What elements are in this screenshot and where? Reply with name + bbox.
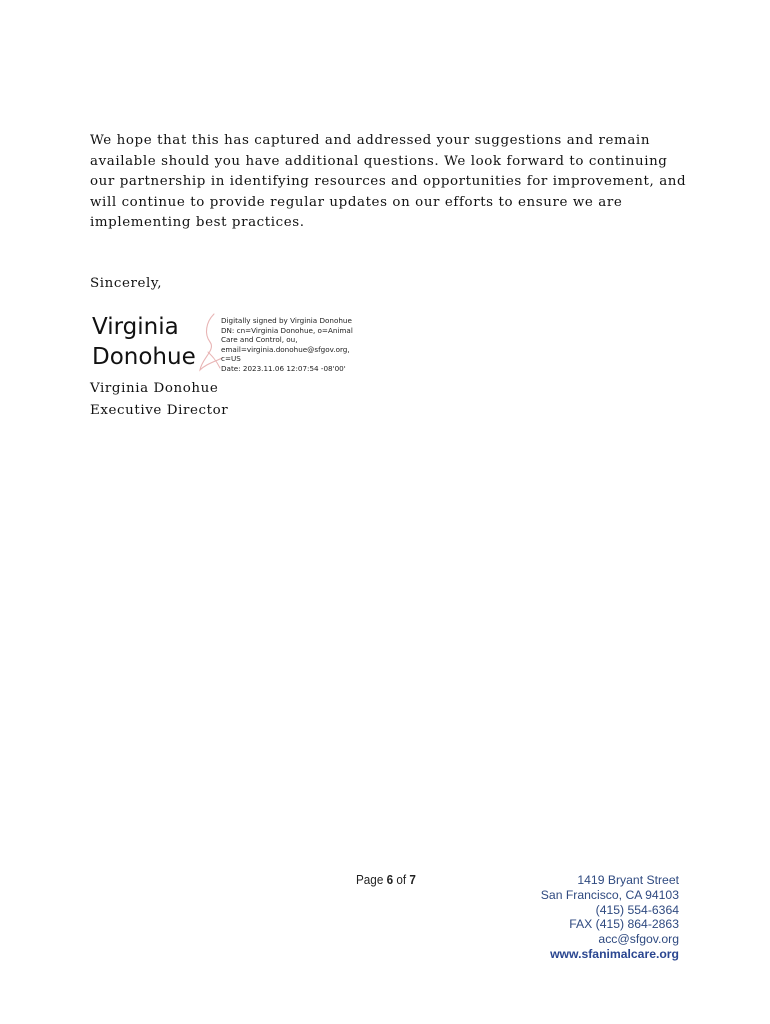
page-total: 7 <box>409 872 416 887</box>
address-line: (415) 554-6364 <box>595 902 679 917</box>
signer-name: Virginia Donohue <box>90 381 219 396</box>
signature-details <box>221 316 356 374</box>
footer-address <box>541 873 679 962</box>
address-line: San Francisco, CA 94103 <box>540 887 679 902</box>
signature-detail-line: Date: 2023.11.06 12:07:54 -08'00' <box>221 363 346 373</box>
signature-detail-line: Care and Control, ou, <box>221 335 298 345</box>
signer-block <box>90 378 228 421</box>
signature-detail-line: Digitally signed by Virginia Donohue <box>221 316 352 325</box>
body-line: will continue to provide regular updates on our efforts to ensure we are <box>90 194 623 210</box>
digital-signature[interactable] <box>92 312 362 378</box>
body-line: implementing best practices. <box>90 215 305 231</box>
page-number <box>356 872 416 887</box>
email-link[interactable]: acc@sfgov.org <box>598 932 679 947</box>
page-label: Page <box>356 872 384 887</box>
page-of: of <box>396 872 407 887</box>
signer-title: Executive Director <box>90 402 229 418</box>
signature-detail-line: email=virginia.donohue@sfgov.org, <box>221 344 350 354</box>
body-line: available should you have additional questions. We look forward to continuing <box>90 153 668 169</box>
signature-detail-line: DN: cn=Virginia Donohue, o=Animal <box>221 325 353 335</box>
page-current: 6 <box>386 872 394 887</box>
address-line: 1419 Bryant Street <box>577 873 679 887</box>
letter-body <box>90 131 690 234</box>
address-line: FAX (415) 864-2863 <box>569 917 679 932</box>
signature-name-line: Donohue <box>92 344 196 370</box>
body-line: our partnership in identifying resources and opportunities for improvement, and <box>90 174 687 190</box>
body-line: We hope that this has captured and addressed your suggestions and remain <box>90 133 651 148</box>
signature-detail-line: c=US <box>221 354 241 364</box>
signature-name-line: Virginia <box>92 314 179 340</box>
closing-salutation: Sincerely, <box>90 276 163 291</box>
signature-name <box>92 312 212 372</box>
website-link[interactable]: www.sfanimalcare.org <box>550 946 679 961</box>
